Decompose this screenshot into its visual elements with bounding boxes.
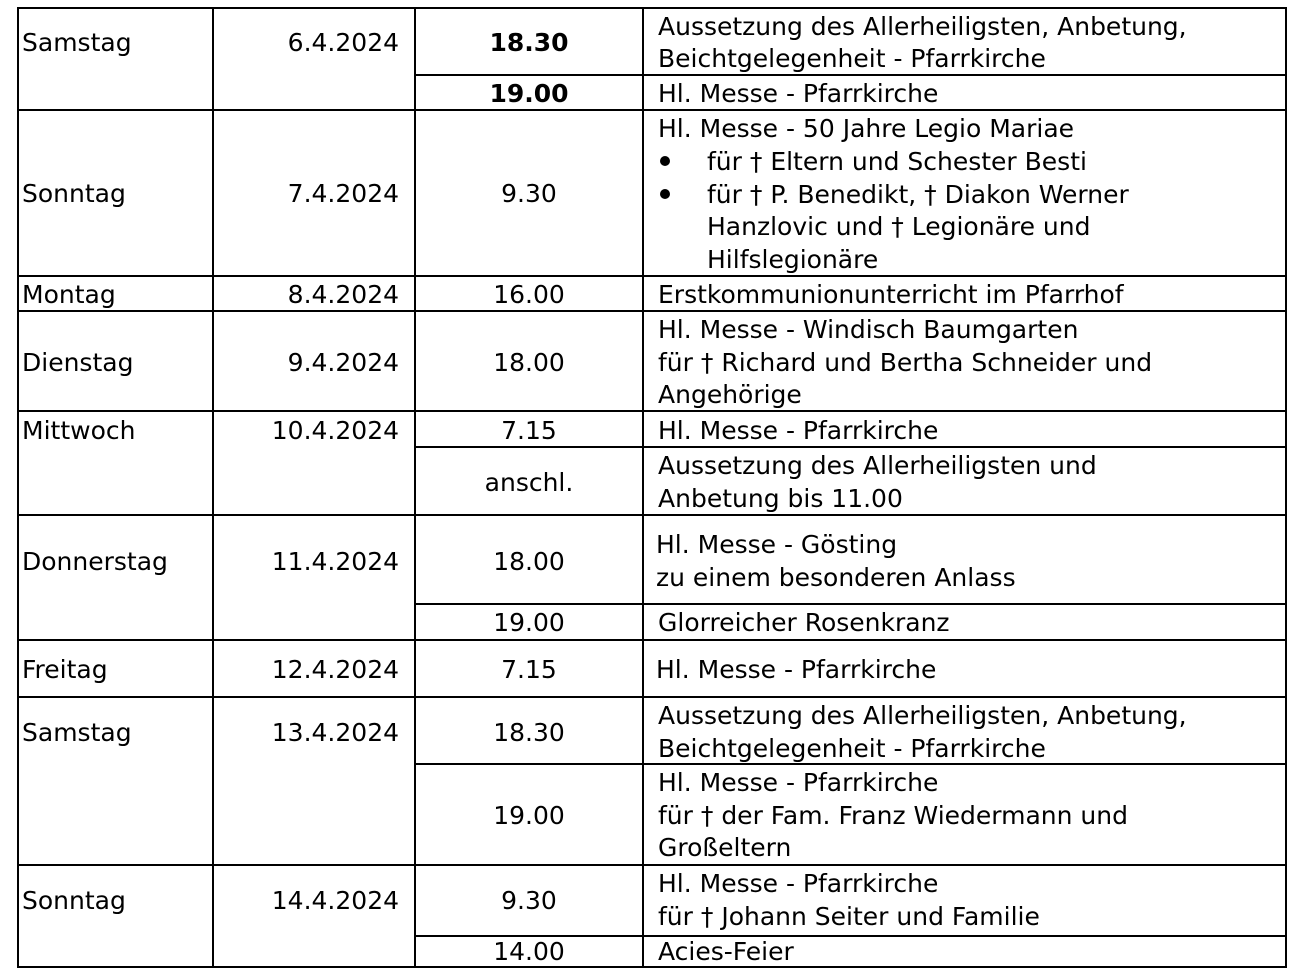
subrow-divider [414,603,1287,605]
row-divider [17,109,1287,111]
time-label: anschl. [484,468,574,497]
row-divider [17,514,1287,516]
description-line: Aussetzung des Allerheiligsten, Anbetung, [658,12,1187,41]
description-line: Erstkommunionunterricht im Pfarrhof [658,280,1124,309]
date-label: 11.4.2024 [271,547,399,576]
day-label: Sonntag [22,179,126,208]
table-border-right [1285,7,1287,968]
day-label: Donnerstag [22,547,168,576]
row-divider [17,275,1287,277]
description-line: Hl. Messe - Pfarrkirche [656,655,937,684]
day-label: Mittwoch [22,416,136,445]
time-label: 14.00 [493,937,565,966]
row-divider [17,639,1287,641]
row-divider [17,864,1287,866]
time-label: 16.00 [493,280,565,309]
description-line: Hl. Messe - Pfarrkirche [658,768,939,797]
time-label: 7.15 [501,416,557,445]
bullet-text: Hanzlovic und † Legionäre und [707,212,1091,241]
date-label: 10.4.2024 [271,416,399,445]
day-label: Freitag [22,655,108,684]
time-label: 18.00 [493,348,565,377]
description-line: Großeltern [658,833,792,862]
date-label: 7.4.2024 [287,179,399,208]
time-label: 18.30 [489,28,569,57]
bullet-point [660,189,670,199]
description-line: für † Johann Seiter und Familie [658,902,1040,931]
bullet-text: für † Eltern und Schester Besti [707,147,1087,176]
description-line: Beichtgelegenheit - Pfarrkirche [658,734,1046,763]
bullet-point [660,156,670,166]
date-label: 9.4.2024 [287,348,399,377]
description-line: Glorreicher Rosenkranz [658,608,950,637]
description-line: Angehörige [658,380,802,409]
description-line: Hl. Messe - Gösting [656,530,898,559]
date-label: 8.4.2024 [287,280,399,309]
description-line: Hl. Messe - Windisch Baumgarten [658,315,1079,344]
time-label: 19.00 [493,608,565,637]
day-label: Montag [22,280,116,309]
table-border-top [17,7,1287,9]
date-label: 13.4.2024 [271,718,399,747]
description-line: Hl. Messe - Pfarrkirche [658,79,939,108]
description-line: Acies-Feier [658,937,794,966]
description-line: Hl. Messe - Pfarrkirche [658,869,939,898]
description-line: Anbetung bis 11.00 [658,484,903,513]
time-label: 19.00 [489,79,569,108]
bullet-text: für † P. Benedikt, † Diakon Werner [707,180,1129,209]
time-label: 9.30 [501,179,557,208]
column-divider-description [642,7,644,968]
day-label: Dienstag [22,348,134,377]
date-label: 12.4.2024 [271,655,399,684]
description-line: Hl. Messe - 50 Jahre Legio Mariae [658,114,1075,143]
column-divider-date [212,7,214,968]
description-line: Aussetzung des Allerheiligsten und [658,451,1097,480]
row-divider [17,696,1287,698]
time-label: 19.00 [493,801,565,830]
description-line: Beichtgelegenheit - Pfarrkirche [658,44,1046,73]
row-divider [17,410,1287,412]
bullet-text: Hilfslegionäre [707,245,879,274]
table-border-bottom [17,966,1287,968]
day-label: Samstag [22,718,132,747]
description-line: für † Richard und Bertha Schneider und [658,348,1153,377]
description-line: für † der Fam. Franz Wiedermann und [658,801,1128,830]
time-label: 9.30 [501,886,557,915]
day-label: Sonntag [22,886,126,915]
description-line: Hl. Messe - Pfarrkirche [658,416,939,445]
date-label: 6.4.2024 [287,28,399,57]
time-label: 7.15 [501,655,557,684]
description-line: Aussetzung des Allerheiligsten, Anbetung, [658,701,1187,730]
date-label: 14.4.2024 [271,886,399,915]
time-label: 18.00 [493,547,565,576]
description-line: zu einem besonderen Anlass [656,563,1016,592]
time-label: 18.30 [493,718,565,747]
day-label: Samstag [22,28,132,57]
table-border-left [17,7,19,968]
